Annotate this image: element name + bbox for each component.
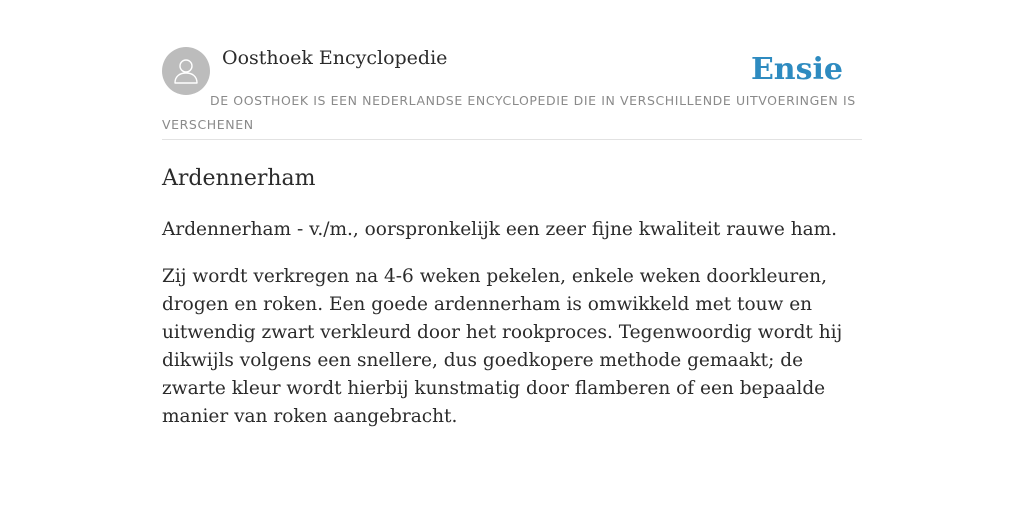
article-paragraph: Ardennerham - v./m., oorspronkelijk een zeer fijne kwaliteit rauwe ham.: [162, 219, 838, 240]
content-container: [162, 0, 862, 427]
brand-logo[interactable]: Ensie: [750, 52, 843, 87]
author-avatar[interactable]: [162, 47, 210, 95]
article-paragraph: Zij wordt verkregen na 4-6 weken pekelen, enkele weken doorkleuren, drogen en roken. Een goede ardennerham is omwikkeld met touw en uitwendig zwart verkleurd door het rookproces. Tegenwoordig wordt hij dikwijls volgens een snellere, dus goedkopere methode gemaakt; de zwarte kleur wordt hierbij kunstmatig door flamberen of een bepaalde manier van roken aangebracht.: [162, 266, 843, 427]
article-title: Ardennerham: [162, 166, 316, 191]
author-name[interactable]: Oosthoek Encyclopedie: [222, 47, 448, 69]
author-tagline: DE OOSTHOEK IS EEN NEDERLANDSE ENCYCLOPEDIE DIE IN VERSCHILLENDE UITVOERINGEN IS VERSCHENEN: [162, 93, 856, 132]
user-icon: [171, 56, 201, 86]
page-header: [162, 0, 862, 140]
article-body: [162, 216, 862, 450]
